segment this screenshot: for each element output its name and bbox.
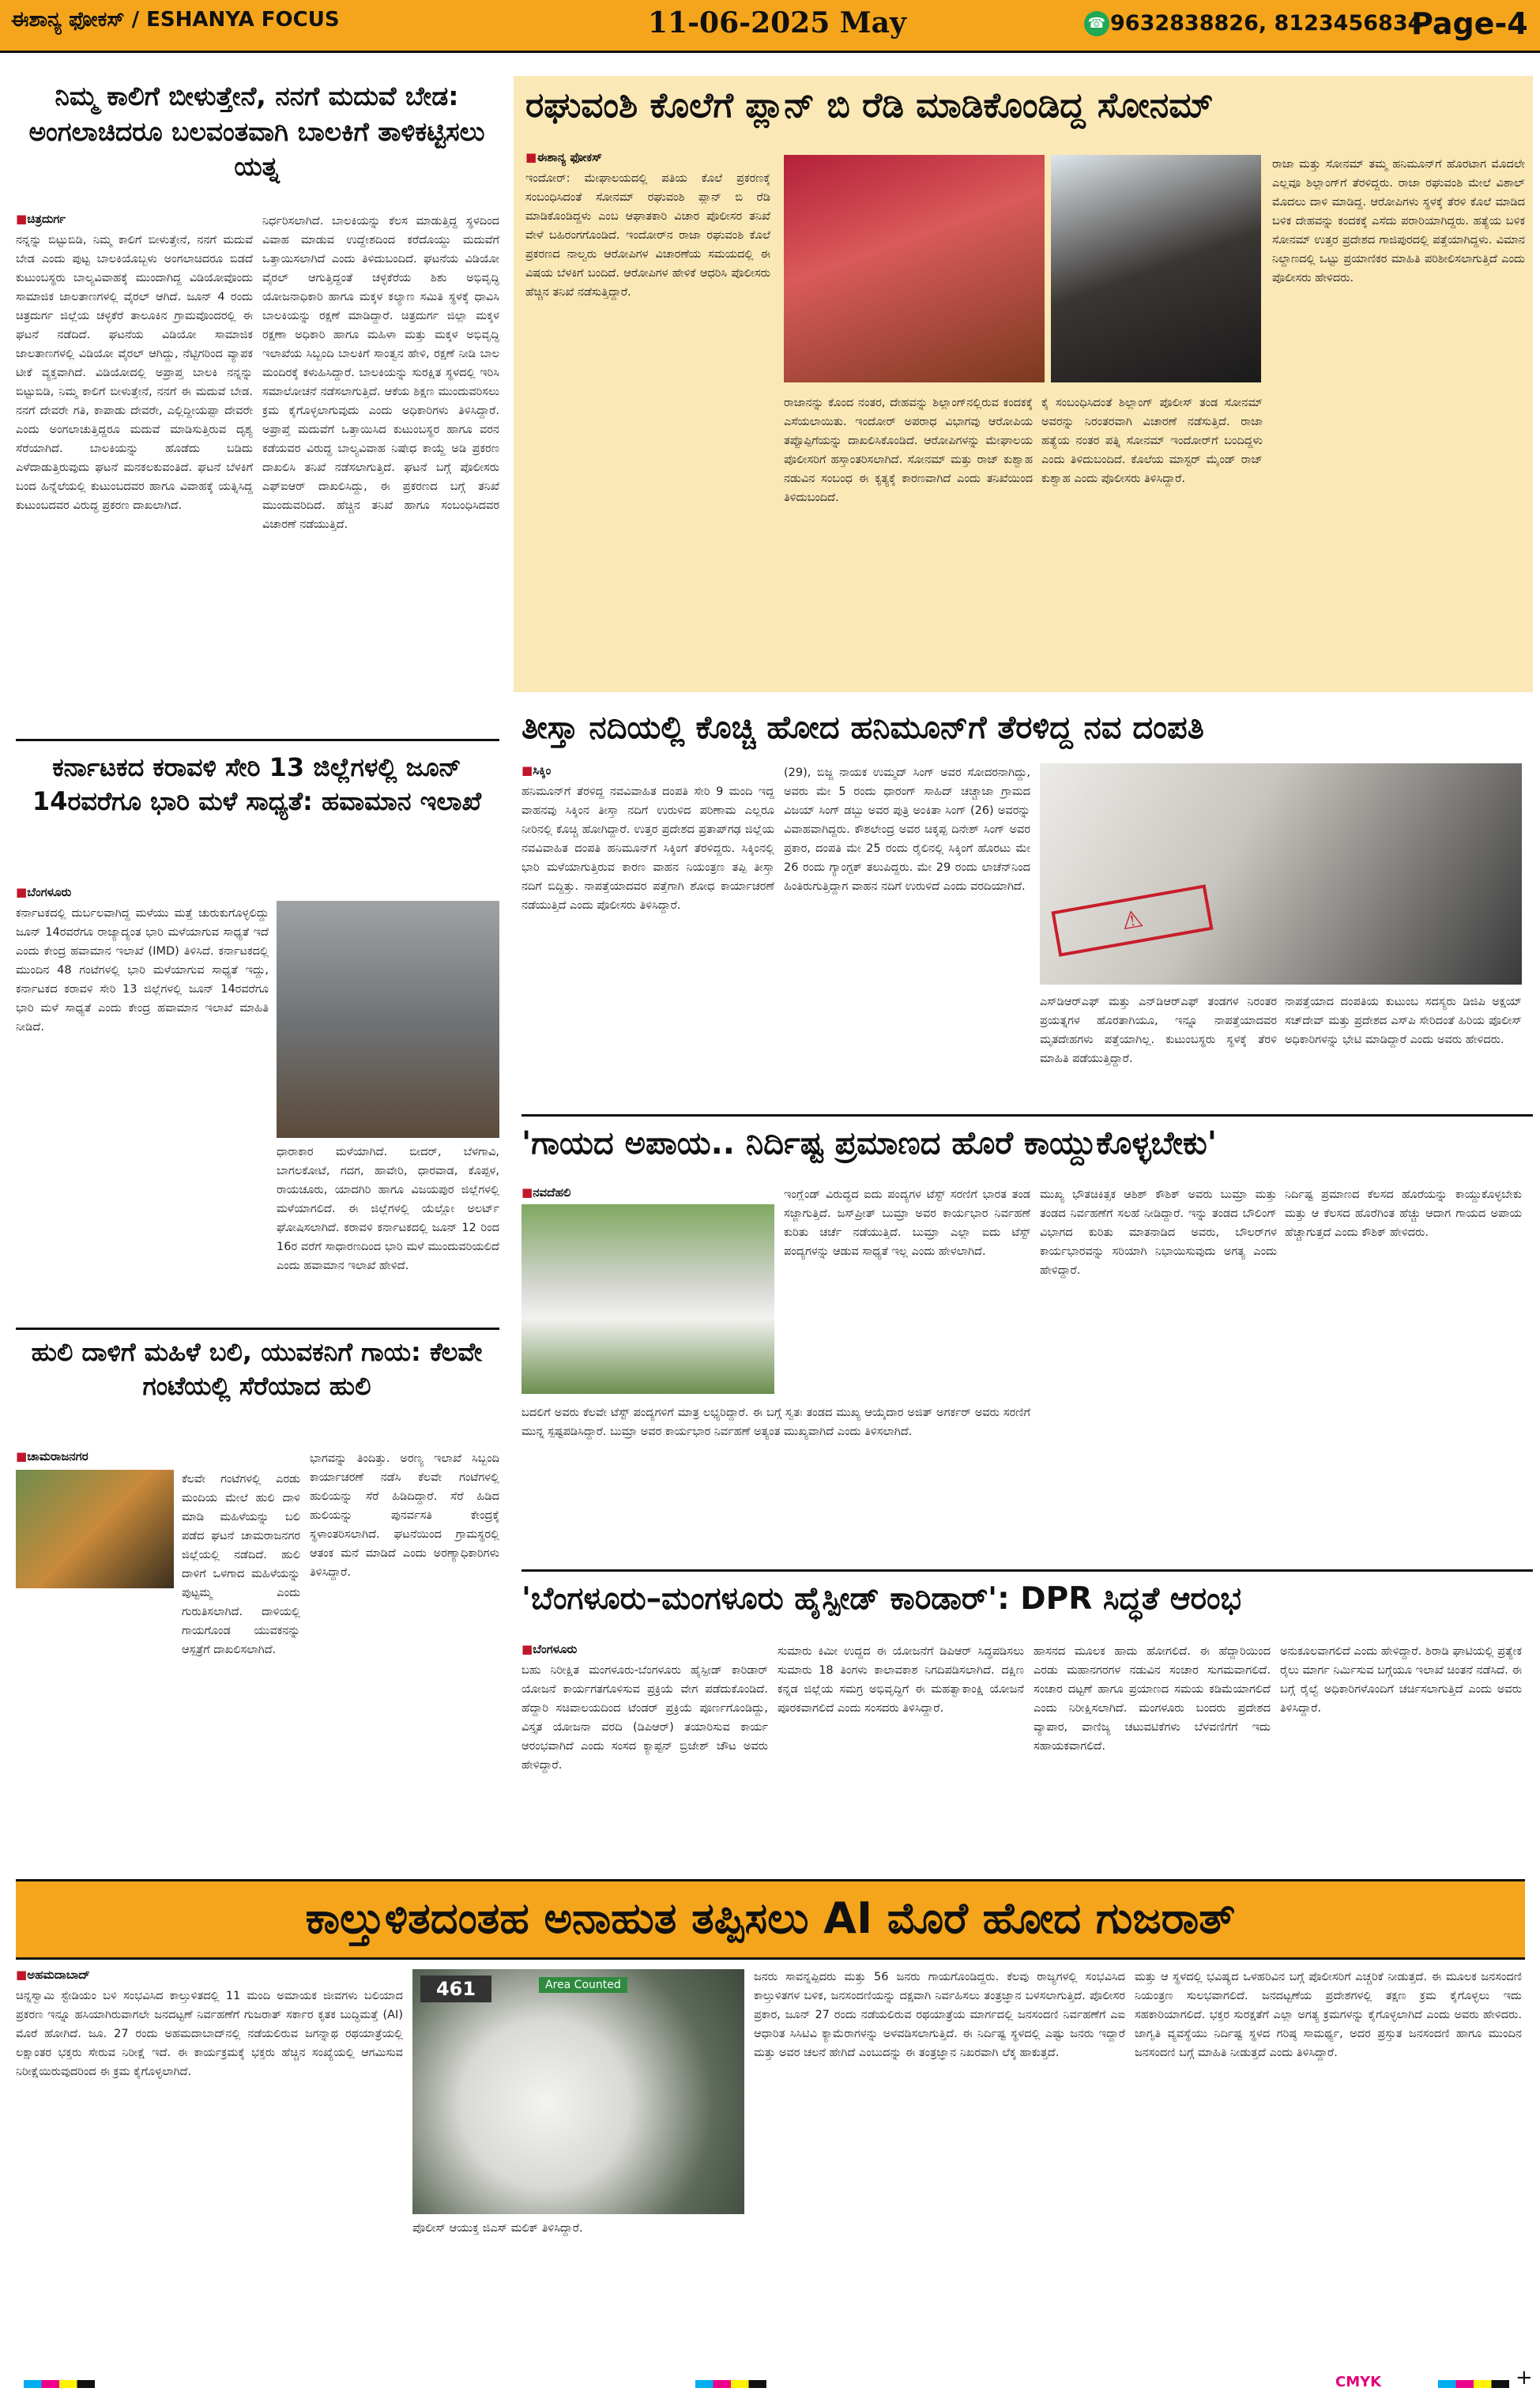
issue-date: 11-06-2025 May: [648, 6, 906, 40]
article-2-col-2: ರಾಜಾನನ್ನು ಕೊಂದ ನಂತರ, ದೇಹವನ್ನು ಶಿಲ್ಲಾಂಗ್‌ನಲ್ಲಿರುವ ಕಂದಕಕ್ಕೆ ಎಸೆಯಲಾಯಿತು. ಇಂದೋರ್ ಅಪರಾಧ ವಿಭಾಗವು ಆರೋಪಿಯ ತಪ್ಪೊಪ್ಪಿಗೆಯನ್ನು ದಾಖಲಿಸಿಕೊಂಡಿದೆ. ಆರೋಪಿಗಳನ್ನು ಮೇಘಾಲಯ ಪೊಲೀಸರಿಗೆ ಹಸ್ತಾಂತರಿಸಲಾಗಿದೆ. ಸೋನಮ್ ಮತ್ತು ರಾಜ್ ಕುಶ್ವಾಹ ನಡುವಿನ ಸಂಬಂಧ ಈ ಕೃತ್ಯಕ್ಕೆ ಕಾರಣವಾಗಿದೆ ಎಂದು ತನಿಖೆಯಿಂದ ತಿಳಿದುಬಂದಿದೆ.: [784, 397, 1033, 504]
article-2-dateline: ■ ಈಶಾನ್ಯ ಫೋಕಸ್: [525, 150, 602, 164]
crowd-counter: 461: [420, 1976, 491, 2002]
page-number: Page-4: [1411, 6, 1528, 41]
article-3-col-1: ಕರ್ನಾಟಕದಲ್ಲಿ ದುರ್ಬಲವಾಗಿದ್ದ ಮಳೆಯು ಮತ್ತೆ ಚುರುಕುಗೊಳ್ಳಲಿದ್ದು ಜೂನ್ 14ರವರೆಗೂ ರಾಜ್ಯಾದ್ಯಂತ ಭಾರಿ ಮಳೆಯಾಗುವ ಸಾಧ್ಯತೆ ಇದೆ ಎಂದು ಕೇಂದ್ರ ಹವಾಮಾನ ಇಲಾಖೆ (IMD) ತಿಳಿಸಿದೆ. ಕರ್ನಾಟಕದಲ್ಲಿ ಮುಂದಿನ 48 ಗಂಟೆಗಳಲ್ಲಿ ಭಾರಿ ಮಳೆಯಾಗುವ ಸಾಧ್ಯತೆ ಇದ್ದು, ಕರ್ನಾಟಕದ ಕರಾವಳಿ ಸೇರಿ 13 ಜಿಲ್ಲೆಗಳಲ್ಲಿ ಜೂನ್ 14ರವರೆಗೂ ಭಾರಿ ಮಳೆ ಸಾಧ್ಯತೆ ಎಂದು ಕೇಂದ್ರ ಹವಾಮಾನ ಇಲಾಖೆ ಮಾಹಿತಿ ನೀಡಿದೆ.: [16, 907, 269, 1034]
article-8-dateline: ■ ಅಹಮದಾಬಾದ್: [16, 1968, 90, 1982]
article-7-col-2: ಸುಮಾರು ಕಿಮೀ ಉದ್ದದ ಈ ಯೋಜನೆಗೆ ಡಿಪಿಆರ್ ಸಿದ್ಧಪಡಿಸಲು ಸುಮಾರು 18 ತಿಂಗಳು ಕಾಲಾವಕಾಶ ನಿಗದಿಪಡಿಸಲಾಗಿದೆ. ದಕ್ಷಿಣ ಕನ್ನಡ ಜಿಲ್ಲೆಯ ಸಮಗ್ರ ಅಭಿವೃದ್ಧಿಗೆ ಈ ಮಹತ್ವಾಕಾಂಕ್ಷಿ ಯೋಜನೆ ಪೂರಕವಾಗಲಿದೆ ಎಂದು ಸಂಸದರು ತಿಳಿಸಿದ್ದಾರೆ.: [778, 1645, 1024, 1715]
article-8-headline: ಕಾಲ್ತುಳಿತದಂತಹ ಅನಾಹುತ ತಪ್ಪಿಸಲು AI ಮೊರೆ ಹೋದ ಗುಜರಾತ್: [305, 1893, 1236, 1943]
registration-mark-icon: +: [1516, 2366, 1533, 2390]
article-7-headline: 'ಬೆಂಗಳೂರು–ಮಂಗಳೂರು ಹೈಸ್ಪೀಡ್ ಕಾರಿಡಾರ್': DPR ಸಿದ್ಧತೆ ಆರಂಭ: [521, 1581, 1241, 1617]
crowd-counting-photo: [412, 1969, 744, 2214]
article-8-col-1: ಚಿನ್ನಸ್ವಾಮಿ ಸ್ಟೇಡಿಯಂ ಬಳಿ ಸಂಭವಿಸಿದ ಕಾಲ್ತುಳಿತದಲ್ಲಿ 11 ಮಂದಿ ಅಮಾಯಕ ಜೀವಗಳು ಬಲಿಯಾದ ಪ್ರಕರಣ ಇನ್ನೂ ಹಸಿಯಾಗಿರುವಾಗಲೇ ಜನದಟ್ಟಣೆ ನಿರ್ವಹಣೆಗೆ ಗುಜರಾತ್ ಸರ್ಕಾರ ಕೃತಕ ಬುದ್ಧಿಮತ್ತೆ (AI) ಮೊರೆ ಹೋಗಿದೆ. ಜೂ. 27 ರಂದು ಅಹಮದಾಬಾದ್‌ನಲ್ಲಿ ನಡೆಯಲಿರುವ ಜಗನ್ನಾಥ ರಥಯಾತ್ರೆಯಲ್ಲಿ ಲಕ್ಷಾಂತರ ಭಕ್ತರು ಸೇರುವ ನಿರೀಕ್ಷೆ ಇದೆ. ಈ ಕಾರ್ಯಕ್ರಮಕ್ಕೆ ಭಕ್ತರು ಹೆಚ್ಚಿನ ಸಂಖ್ಯೆಯಲ್ಲಿ ಆಗಮಿಸುವ ನಿರೀಕ್ಷೆಯಿರುವುದರಿಂದ ಈ ಕ್ರಮ ಕೈಗೊಳ್ಳಲಾಗಿದೆ.: [16, 1990, 403, 2078]
article-8-photo-caption: ಪೊಲೀಸ್ ಆಯುಕ್ತ ಜಿಎಸ್ ಮಲಿಕ್ ತಿಳಿಸಿದ್ದಾರೆ.: [412, 2222, 583, 2235]
phone-number: 9632838826, 8123456834: [1110, 11, 1423, 36]
divider: [16, 1328, 499, 1330]
suspect-photo: [1051, 155, 1261, 382]
article-1-col-1: ನನ್ನನ್ನು ಬಿಟ್ಟುಬಿಡಿ, ನಿಮ್ಮ ಕಾಲಿಗೆ ಬೀಳುತ್ತೇನೆ, ನನಗೆ ಮದುವೆ ಬೇಡ ಎಂದು ಪುಟ್ಟ ಬಾಲಕಿಯೊಬ್ಬಳು ಅಂಗಲಾಚಿದರೂ ಬಿಡದೆ ಕುಟುಂಬಸ್ಥರು ಬಾಲ್ಯವಿವಾಹಕ್ಕೆ ಮುಂದಾಗಿದ್ದ ವಿಡಿಯೋವೊಂದು ಸಾಮಾಜಿಕ ಜಾಲತಾಣಗಳಲ್ಲಿ ವೈರಲ್ ಆಗಿದೆ. ಜೂನ್ 4 ರಂದು ಚಿತ್ರದುರ್ಗ ಜಿಲ್ಲೆಯ ಚಳ್ಳಕೆರೆ ತಾಲೂಕಿನ ಗ್ರಾಮವೊಂದರಲ್ಲಿ ಈ ಘಟನೆ ನಡೆದಿದೆ. ಘಟನೆಯ ವಿಡಿಯೋ ಸಾಮಾಜಿಕ ಜಾಲತಾಣಗಳಲ್ಲಿ ವಿಡಿಯೋ ವೈರಲ್ ಆಗಿದ್ದು, ನೆಟ್ಟಿಗರಿಂದ ವ್ಯಾಪಕ ಟೀಕೆ ವ್ಯಕ್ತವಾಗಿದೆ. ವಿಡಿಯೋದಲ್ಲಿ ಅಪ್ರಾಪ್ತ ಬಾಲಕಿ ನನ್ನನ್ನು ಬಿಟ್ಟುಬಿಡಿ, ನಿಮ್ಮ ಕಾಲಿಗೆ ಬೀಳುತ್ತೇನೆ, ನನಗೆ ಈ ಮದುವೆ ಬೇಡ. ನನಗೆ ದೇವರೇ ಗತಿ, ಕಾಪಾಡು ದೇವರೇ, ಎಲ್ಲಿದ್ದೀಯಪ್ಪಾ ದೇವರೇ ಎಂದು ಅಂಗಲಾಚುತ್ತಿದ್ದರೂ ಮದುವೆ ಮಾಡಿಸುತ್ತಿರುವ ದೃಶ್ಯ ಸೆರೆಯಾಗಿದೆ. ಬಾಲಕಿಯನ್ನು ಹೊಡೆದು ಬಡಿದು ಎಳೆದಾಡುತ್ತಿರುವುದು ಘಟನೆ ಮನಕಲಕುವಂತಿದೆ. ಘಟನೆ ಬೆಳಕಿಗೆ ಬಂದ ಹಿನ್ನೆಲೆಯಲ್ಲಿ ಕುಟುಂಬದವರ ಹಾಗೂ ವಿವಾಹಕ್ಕೆ ಯತ್ನಿಸಿದ್ದ ಕುಟುಂಬದವರ ವಿರುದ್ಧ ಪ್ರಕರಣ ದಾಖಲಾಗಿದೆ.: [16, 234, 253, 512]
article-4-col-1: ಹನಿಮೂನ್‌ಗೆ ತೆರಳಿದ್ದ ನವವಿವಾಹಿತ ದಂಪತಿ ಸೇರಿ 9 ಮಂದಿ ಇದ್ದ ವಾಹನವು ಸಿಕ್ಕಿಂನ ತೀಸ್ತಾ ನದಿಗೆ ಉರುಳಿದ ಪರಿಣಾಮ ಎಲ್ಲರೂ ನೀರಿನಲ್ಲಿ ಕೊಚ್ಚಿ ಹೋಗಿದ್ದಾರೆ. ಉತ್ತರ ಪ್ರದೇಶದ ಪ್ರತಾಪ್‌ಗಢ ಜಿಲ್ಲೆಯ ನವವಿವಾಹಿತ ದಂಪತಿ ಹನಿಮೂನ್‌ಗೆ ಸಿಕ್ಕಿಂಗೆ ತೆರಳಿದ್ದರು. ಸಿಕ್ಕಿಂನಲ್ಲಿ ಭಾರಿ ಮಳೆಯಾಗುತ್ತಿರುವ ಕಾರಣ ವಾಹನ ನಿಯಂತ್ರಣ ತಪ್ಪಿ ತೀಸ್ತಾ ನದಿಗೆ ಬಿದ್ದಿತ್ತು. ನಾಪತ್ತೆಯಾದವರ ಪತ್ತೆಗಾಗಿ ಶೋಧ ಕಾರ್ಯಾಚರಣೆ ನಡೆಯುತ್ತಿದೆ ಎಂದು ಪೊಲೀಸರು ತಿಳಿಸಿದ್ದಾರೆ.: [521, 785, 774, 912]
wedding-photo: [784, 155, 1045, 382]
article-1-col-2: ನಿರ್ಧರಿಸಲಾಗಿದೆ. ಬಾಲಕಿಯನ್ನು ಕೆಲಸ ಮಾಡುತ್ತಿದ್ದ ಸ್ಥಳದಿಂದ ವಿವಾಹ ಮಾಡುವ ಉದ್ದೇಶದಿಂದ ಕರೆದೊಯ್ದು ಮದುವೆಗೆ ಒತ್ತಾಯಿಸಲಾಗಿದೆ ಎಂದು ತಿಳಿದುಬಂದಿದೆ. ಘಟನೆಯ ವಿಡಿಯೋ ವೈರಲ್ ಆಗುತ್ತಿದ್ದಂತೆ ಚಳ್ಳಕೆರೆಯ ಶಿಶು ಅಭಿವೃದ್ಧಿ ಯೋಜನಾಧಿಕಾರಿ ಹಾಗೂ ಮಕ್ಕಳ ಕಲ್ಯಾಣ ಸಮಿತಿ ಸ್ಥಳಕ್ಕೆ ಧಾವಿಸಿ ಬಾಲಕಿಯನ್ನು ರಕ್ಷಣೆ ಮಾಡಿದ್ದಾರೆ. ಚಿತ್ರದುರ್ಗ ಜಿಲ್ಲಾ ಮಕ್ಕಳ ರಕ್ಷಣಾ ಅಧಿಕಾರಿ ಹಾಗೂ ಮಹಿಳಾ ಮತ್ತು ಮಕ್ಕಳ ಅಭಿವೃದ್ಧಿ ಇಲಾಖೆಯ ಸಿಬ್ಬಂದಿ ಬಾಲಕಿಗೆ ಸಾಂತ್ವನ ಹೇಳಿ, ರಕ್ಷಣೆ ನೀಡಿ ಬಾಲ ಮಂದಿರಕ್ಕೆ ಕಳುಹಿಸಿದ್ದಾರೆ. ಬಾಲಕಿಯನ್ನು ಸುರಕ್ಷಿತ ಸ್ಥಳದಲ್ಲಿ ಇರಿಸಿ ಸಮಾಲೋಚನೆ ನಡೆಸಲಾಗುತ್ತಿದೆ. ಆಕೆಯ ಶಿಕ್ಷಣ ಮುಂದುವರಿಸಲು ಕ್ರಮ ಕೈಗೊಳ್ಳಲಾಗುವುದು ಎಂದು ಅಧಿಕಾರಿಗಳು ತಿಳಿಸಿದ್ದಾರೆ. ಅಪ್ರಾಪ್ತೆ ಮದುವೆಗೆ ಒತ್ತಾಯಿಸಿದ ಕುಟುಂಬಸ್ಥರ ಹಾಗೂ ವರನ ಕಡೆಯವರ ವಿರುದ್ಧ ಬಾಲ್ಯವಿವಾಹ ನಿಷೇಧ ಕಾಯ್ದೆ ಅಡಿ ಪ್ರಕರಣ ದಾಖಲಿಸಿ ತನಿಖೆ ನಡೆಸಲಾಗುತ್ತಿದೆ. ಘಟನೆ ಬಗ್ಗೆ ಪೊಲೀಸರು ಎಫ್‌ಐಆರ್ ದಾಖಲಿಸಿದ್ದು, ಈ ಪ್ರಕರಣದ ಬಗ್ಗೆ ತನಿಖೆ ಮುಂದುವರಿದಿದೆ. ಹೆಚ್ಚಿನ ತನಿಖೆ ಹಾಗೂ ಸಂಬಂಧಿಸಿದವರ ವಿಚಾರಣೆ ನಡೆಯುತ್ತಿದೆ.: [262, 215, 499, 531]
color-bar-right: [1438, 2380, 1509, 2388]
missing-couple-photo: [1040, 763, 1522, 985]
rain-photo: [277, 901, 499, 1138]
article-2-col-1: ಇಂದೋರ್: ಮೇಘಾಲಯದಲ್ಲಿ ಪತಿಯ ಕೊಲೆ ಪ್ರಕರಣಕ್ಕೆ ಸಂಬಂಧಿಸಿದಂತೆ ಸೋನಮ್ ರಘುವಂಶಿ ಪ್ಲಾನ್ ಬಿ ರೆಡಿ ಮಾಡಿಕೊಂಡಿದ್ದಳು ಎಂಬ ಆಘಾತಕಾರಿ ವಿಚಾರ ಪೊಲೀಸರ ತನಿಖೆ ವೇಳೆ ಬಹಿರಂಗಗೊಂಡಿದೆ. ಇಂದೋರ್‌ನ ರಾಜಾ ರಘುವಂಶಿ ಕೊಲೆ ಪ್ರಕರಣದ ನಾಲ್ವರು ಆರೋಪಿಗಳ ವಿಚಾರಣೆಯ ಸಮಯದಲ್ಲಿ ಈ ವಿಷಯ ಬೆಳಕಿಗೆ ಬಂದಿದೆ. ಆರೋಪಿಗಳ ಹೇಳಿಕೆ ಆಧರಿಸಿ ಪೊಲೀಸರು ಹೆಚ್ಚಿನ ತನಿಖೆ ನಡೆಸುತ್ತಿದ್ದಾರೆ.: [525, 172, 770, 299]
article-5-col-2: ಬದಲಿಗೆ ಅವರು ಕೆಲವೇ ಟೆಸ್ಟ್ ಪಂದ್ಯಗಳಿಗೆ ಮಾತ್ರ ಲಭ್ಯರಿದ್ದಾರೆ. ಈ ಬಗ್ಗೆ ಸ್ವತಃ ತಂಡದ ಮುಖ್ಯ ಆಯ್ಕೆದಾರ ಅಜಿತ್ ಅಗರ್ಕರ್ ಅವರು ಸರಣಿಗೆ ಮುನ್ನ ಸ್ಪಷ್ಟಪಡಿಸಿದ್ದಾರೆ. ಬುಮ್ರಾ ಅವರ ಕಾರ್ಯಭಾರ ನಿರ್ವಹಣೆ ಅತ್ಯಂತ ಮುಖ್ಯವಾಗಿದೆ ಎಂದು ತಿಳಿಸಲಾಗಿದೆ.: [521, 1407, 1030, 1438]
article-3-col-2: ಧಾರಾಕಾರ ಮಳೆಯಾಗಿದೆ. ಬೀದರ್, ಬೆಳಗಾವಿ, ಬಾಗಲಕೋಟೆ, ಗದಗ, ಹಾವೇರಿ, ಧಾರವಾಡ, ಕೊಪ್ಪಳ, ರಾಯಚೂರು, ಯಾದಗಿರಿ ಹಾಗೂ ವಿಜಯಪುರ ಜಿಲ್ಲೆಗಳಲ್ಲಿ ಮಳೆಯಾಗಲಿದೆ. ಈ ಜಿಲ್ಲೆಗಳಲ್ಲಿ ಯೆಲ್ಲೋ ಅಲರ್ಟ್ ಘೋಷಿಸಲಾಗಿದೆ. ಕರಾವಳಿ ಕರ್ನಾಟಕದಲ್ಲಿ ಜೂನ್ 12 ರಿಂದ 16ರ ವರೆಗೆ ಸಾಧಾರಣದಿಂದ ಭಾರಿ ಮಳೆ ಮುಂದುವರಿಯಲಿದೆ ಎಂದು ಹವಾಮಾನ ಇಲಾಖೆ ಹೇಳಿದೆ.: [277, 1146, 499, 1272]
divider: [16, 739, 499, 741]
article-7-col-1: ಬಹು ನಿರೀಕ್ಷಿತ ಮಂಗಳೂರು-ಬೆಂಗಳೂರು ಹೈಸ್ಪೀಡ್ ಕಾರಿಡಾರ್ ಯೋಜನೆ ಕಾರ್ಯಗತಗೊಳಿಸುವ ಪ್ರಕ್ರಿಯೆ ವೇಗ ಪಡೆದುಕೊಂಡಿದೆ. ಹೆದ್ದಾರಿ ಸಚಿವಾಲಯದಿಂದ ಟೆಂಡರ್ ಪ್ರಕ್ರಿಯೆ ಪೂರ್ಣಗೊಂಡಿದ್ದು, ವಿಸ್ತೃತ ಯೋಜನಾ ವರದಿ (ಡಿಪಿಆರ್) ತಯಾರಿಸುವ ಕಾರ್ಯ ಆರಂಭವಾಗಿದೆ ಎಂದು ಸಂಸದ ಕ್ಯಾಪ್ಟನ್ ಬ್ರಿಜೇಶ್ ಚೌಟ ಅವರು ಹೇಳಿದ್ದಾರೆ.: [521, 1664, 768, 1772]
missing-stamp: ⚠: [1051, 884, 1213, 957]
cmyk-label: CMYK: [1335, 2374, 1382, 2390]
article-5-dateline: ■ ನವದೆಹಲಿ: [521, 1185, 570, 1200]
whatsapp-icon: ☎: [1084, 11, 1109, 36]
article-5-col-4: ನಿರ್ದಿಷ್ಟ ಪ್ರಮಾಣದ ಕೆಲಸದ ಹೊರೆಯನ್ನು ಕಾಯ್ದುಕೊಳ್ಳಬೇಕು ಮತ್ತು ಆ ಕೆಲಸದ ಹೊರೆಗಿಂತ ಹೆಚ್ಚು ಆದಾಗ ಗಾಯದ ಅಪಾಯ ಹೆಚ್ಚಾಗುತ್ತದೆ ಎಂದು ಕೌಶಿಕ್ ಹೇಳಿದರು.: [1285, 1188, 1522, 1239]
area-counted-label: Area Counted: [539, 1977, 627, 1993]
color-bar-mid: [695, 2380, 766, 2388]
divider: [521, 1114, 1533, 1117]
divider: [521, 1569, 1533, 1572]
article-5-col-3: ಮುಖ್ಯ ಭೌತಚಿಕಿತ್ಸಕ ಆಶಿಶ್ ಕೌಶಿಕ್ ಅವರು ಬುಮ್ರಾ ಮತ್ತು ತಂಡದ ನಿರ್ವಹಣೆಗೆ ಸಲಹೆ ನೀಡಿದ್ದಾರೆ. ಇನ್ನು ತಂಡದ ಬೌಲಿಂಗ್ ವಿಭಾಗದ ಕುರಿತು ಮಾತನಾಡಿದ ಅವರು, ಬೌಲರ್‌ಗಳ ಕಾರ್ಯಭಾರವನ್ನು ಸರಿಯಾಗಿ ನಿಭಾಯಿಸುವುದು ಅಗತ್ಯ ಎಂದು ಹೇಳಿದ್ದಾರೆ.: [1040, 1188, 1277, 1277]
article-2-col-4: ರಾಜಾ ಮತ್ತು ಸೋನಮ್ ತಮ್ಮ ಹನಿಮೂನ್‌ಗೆ ಹೊರಟಾಗ ಮೊದಲೇ ಎಲ್ಲವೂ ಶಿಲ್ಲಾಂಗ್‌ಗೆ ತೆರಳಿದ್ದರು. ರಾಜಾ ರಘುವಂಶಿ ಮೇಲೆ ವಿಶಾಲ್ ಮೊದಲು ದಾಳಿ ಮಾಡಿದ್ದ. ಆರೋಪಿಗಳು ಸ್ಥಳಕ್ಕೆ ತೆರಳಿ ಕೊಲೆ ಮಾಡಿದ ಬಳಿಕ ದೇಹವನ್ನು ಕಂದಕಕ್ಕೆ ಎಸೆದು ಪರಾರಿಯಾಗಿದ್ದರು. ಹತ್ಯೆಯ ಬಳಿಕ ಸೋನಮ್ ಉತ್ತರ ಪ್ರದೇಶದ ಗಾಜಿಪುರದಲ್ಲಿ ಪತ್ತೆಯಾಗಿದ್ದಳು. ವಿಮಾನ ನಿಲ್ದಾಣದಲ್ಲಿ ಒಟ್ಟು ಪ್ರಯಾಣಿಕರ ಮಾಹಿತಿ ಪರಿಶೀಲಿಸಲಾಗುತ್ತಿದೆ ಎಂದು ಪೊಲೀಸರು ಹೇಳಿದರು.: [1272, 158, 1525, 284]
tiger-photo: [16, 1470, 174, 1588]
article-8-col-3: ಮತ್ತು ಆ ಸ್ಥಳದಲ್ಲಿ ಭವಿಷ್ಯದ ಒಳಹರಿವಿನ ಬಗ್ಗೆ ಪೊಲೀಸರಿಗೆ ಎಚ್ಚರಿಕೆ ನೀಡುತ್ತದೆ. ಈ ಮೂಲಕ ಜನಸಂದಣಿ ನಿಯಂತ್ರಣ ಸುಲಭವಾಗಲಿದೆ. ಜನದಟ್ಟಣೆಯ ಪ್ರದೇಶಗಳಲ್ಲಿ ತಕ್ಷಣ ಕ್ರಮ ಕೈಗೊಳ್ಳಲು ಇದು ಸಹಕಾರಿಯಾಗಲಿದೆ. ಭಕ್ತರ ಸುರಕ್ಷತೆಗೆ ಎಲ್ಲಾ ಅಗತ್ಯ ಕ್ರಮಗಳನ್ನು ಕೈಗೊಳ್ಳಲಾಗಿದೆ ಎಂದು ಅವರು ಹೇಳಿದರು. ಜಾಗೃತಿ ವ್ಯವಸ್ಥೆಯು ನಿರ್ದಿಷ್ಟ ಸ್ಥಳದ ಗರಿಷ್ಠ ಸಾಮರ್ಥ್ಯ, ಅದರ ಪ್ರಸ್ತುತ ಜನಸಂದಣಿ ಹಾಗೂ ಮುಂದಿನ ಜನಸಂದಣಿ ಬಗ್ಗೆ ಮಾಹಿತಿ ನೀಡುತ್ತದೆ ಎಂದು ತಿಳಿಸಿದ್ದಾರೆ.: [1135, 1971, 1522, 2059]
article-8-col-2: ಜನರು ಸಾವನ್ನಪ್ಪಿದರು ಮತ್ತು 56 ಜನರು ಗಾಯಗೊಂಡಿದ್ದರು. ಕೆಲವು ರಾಜ್ಯಗಳಲ್ಲಿ ಸಂಭವಿಸಿದ ಕಾಲ್ತುಳಿತಗಳ ಬಳಿಕ, ಜನಸಂದಣಿಯನ್ನು ದಕ್ಷವಾಗಿ ನಿರ್ವಹಿಸಲು ತಂತ್ರಜ್ಞಾನ ಬಳಸಲಾಗುತ್ತಿದೆ. ಪೊಲೀಸರ ಪ್ರಕಾರ, ಜೂನ್ 27 ರಂದು ನಡೆಯಲಿರುವ ರಥಯಾತ್ರೆಯ ಮಾರ್ಗದಲ್ಲಿ ಜನಸಂದಣಿ ನಿರ್ವಹಣೆಗೆ ಎಐ ಆಧಾರಿತ ಸಿಸಿಟಿವಿ ಕ್ಯಾಮೆರಾಗಳನ್ನು ಅಳವಡಿಸಲಾಗುತ್ತಿದೆ. ಈ ನಿರ್ದಿಷ್ಟ ಸ್ಥಳದಲ್ಲಿ ಎಷ್ಟು ಜನರು ಇದ್ದಾರೆ ಮತ್ತು ಅವರ ಚಲನೆ ಹೇಗಿದೆ ಎಂಬುದನ್ನು ಈ ತಂತ್ರಜ್ಞಾನ ನಿಖರವಾಗಿ ಲೆಕ್ಕ ಹಾಕುತ್ತದೆ.: [754, 1971, 1125, 2059]
article-2-col-3: ಕೈ ಸಂಬಂಧಿಸಿದಂತೆ ಶಿಲ್ಲಾಂಗ್ ಪೊಲೀಸ್ ತಂಡ ಸೋನಮ್ ಅವರನ್ನು ನಿರಂತರವಾಗಿ ವಿಚಾರಣೆ ನಡೆಸುತ್ತಿದೆ. ರಾಜಾ ಹತ್ಯೆಯ ನಂತರ ಪತ್ನಿ ಸೋನಮ್ ಇಂದೋರ್‌ಗೆ ಬಂದಿದ್ದಳು ಎಂದು ತಿಳಿದುಬಂದಿದೆ. ಕೊಲೆಯ ಮಾಸ್ಟರ್ ಮೈಂಡ್ ರಾಜ್ ಕುಶ್ವಾಹ ಎಂದು ಪೊಲೀಸರು ತಿಳಿಸಿದ್ದಾರೆ.: [1041, 397, 1263, 485]
article-7-dateline: ■ ಬೆಂಗಳೂರು: [521, 1642, 577, 1656]
article-7-col-4: ಅನುಕೂಲವಾಗಲಿದೆ ಎಂದು ಹೇಳಿದ್ದಾರೆ. ಶಿರಾಡಿ ಘಾಟಿಯಲ್ಲಿ ಪ್ರತ್ಯೇಕ ರೈಲು ಮಾರ್ಗ ನಿರ್ಮಿಸುವ ಬಗ್ಗೆಯೂ ಇಲಾಖೆ ಚಿಂತನೆ ನಡೆಸಿದೆ. ಈ ಬಗ್ಗೆ ರೈಲ್ವೆ ಅಧಿಕಾರಿಗಳೊಂದಿಗೆ ಚರ್ಚಿಸಲಾಗುತ್ತಿದೆ ಎಂದು ಅವರು ತಿಳಿಸಿದ್ದಾರೆ.: [1280, 1645, 1522, 1715]
article-6-col-2: ಭಾಗವನ್ನು ತಿಂದಿತ್ತು. ಅರಣ್ಯ ಇಲಾಖೆ ಸಿಬ್ಬಂದಿ ಕಾರ್ಯಾಚರಣೆ ನಡೆಸಿ ಕೆಲವೇ ಗಂಟೆಗಳಲ್ಲಿ ಹುಲಿಯನ್ನು ಸೆರೆ ಹಿಡಿದಿದ್ದಾರೆ. ಸೆರೆ ಹಿಡಿದ ಹುಲಿಯನ್ನು ಪುನರ್ವಸತಿ ಕೇಂದ್ರಕ್ಕೆ ಸ್ಥಳಾಂತರಿಸಲಾಗಿದೆ. ಘಟನೆಯಿಂದ ಗ್ರಾಮಸ್ಥರಲ್ಲಿ ಆತಂಕ ಮನೆ ಮಾಡಿದೆ ಎಂದು ಅರಣ್ಯಾಧಿಕಾರಿಗಳು ತಿಳಿಸಿದ್ದಾರೆ.: [310, 1452, 499, 1579]
cricketer-photo: [521, 1204, 774, 1394]
article-1-headline: ನಿಮ್ಮ ಕಾಲಿಗೆ ಬೀಳುತ್ತೇನೆ, ನನಗೆ ಮದುವೆ ಬೇಡ: ಅಂಗಲಾಚಿದರೂ ಬಲವಂತವಾಗಿ ಬಾಲಕಿಗೆ ತಾಳಿಕಟ್ಟಿಸಲು ಯತ್ನ: [28, 81, 485, 183]
article-3-dateline: ■ ಬೆಂಗಳೂರು: [16, 885, 71, 899]
color-bar-left: [24, 2380, 95, 2388]
article-2-headline: ರಘುವಂಶಿ ಕೊಲೆಗೆ ಪ್ಲಾನ್ ಬಿ ರೆಡಿ ಮಾಡಿಕೊಂಡಿದ್ದ ಸೋನಮ್: [525, 85, 1214, 126]
article-6-headline: ಹುಲಿ ದಾಳಿಗೆ ಮಹಿಳೆ ಬಲಿ, ಯುವಕನಿಗೆ ಗಾಯ: ಕೆಲವೇ ಗಂಟೆಯಲ್ಲಿ ಸೆರೆಯಾದ ಹುಲಿ: [31, 1337, 483, 1402]
article-1-dateline: ■ ಚಿತ್ರದುರ್ಗ: [16, 212, 66, 226]
article-6-col-1: ಕೆಲವೇ ಗಂಟೆಗಳಲ್ಲಿ ಎರಡು ಮಂದಿಯ ಮೇಲೆ ಹುಲಿ ದಾಳಿ ಮಾಡಿ ಮಹಿಳೆಯನ್ನು ಬಲಿ ಪಡೆದ ಘಟನೆ ಚಾಮರಾಜನಗರ ಜಿಲ್ಲೆಯಲ್ಲಿ ನಡೆದಿದೆ. ಹುಲಿ ದಾಳಿಗೆ ಒಳಗಾದ ಮಹಿಳೆಯನ್ನು ಪುಟ್ಟಮ್ಮ ಎಂದು ಗುರುತಿಸಲಾಗಿದೆ. ದಾಳಿಯಲ್ಲಿ ಗಾಯಗೊಂಡ ಯುವಕನನ್ನು ಆಸ್ಪತ್ರೆಗೆ ದಾಖಲಿಸಲಾಗಿದೆ.: [182, 1473, 300, 1656]
article-3-headline: ಕರ್ನಾಟಕದ ಕರಾವಳಿ ಸೇರಿ 13 ಜಿಲ್ಲೆಗಳಲ್ಲಿ ಜೂನ್ 14ರವರೆಗೂ ಭಾರಿ ಮಳೆ ಸಾಧ್ಯತೆ: ಹವಾಮಾನ ಇಲಾಖೆ: [32, 752, 482, 817]
brand-name: ಈಶಾನ್ಯ ಫೋಕಸ್ / ESHANYA FOCUS: [11, 8, 340, 32]
article-4-col-3: ಎಸ್‌ಡಿಆರ್‌ಎಫ್ ಮತ್ತು ಎನ್‌ಡಿಆರ್‌ಎಫ್ ತಂಡಗಳ ನಿರಂತರ ಪ್ರಯತ್ನಗಳ ಹೊರತಾಗಿಯೂ, ಇನ್ನೂ ನಾಪತ್ತೆಯಾದವರ ಮೃತದೇಹಗಳು ಪತ್ತೆಯಾಗಿಲ್ಲ. ಕುಟುಂಬಸ್ಥರು ಸ್ಥಳಕ್ಕೆ ತೆರಳಿ ಮಾಹಿತಿ ಪಡೆಯುತ್ತಿದ್ದಾರೆ.: [1040, 996, 1277, 1065]
article-5-col-1: ಇಂಗ್ಲೆಂಡ್ ವಿರುದ್ಧದ ಐದು ಪಂದ್ಯಗಳ ಟೆಸ್ಟ್ ಸರಣಿಗೆ ಭಾರತ ತಂಡ ಸಜ್ಜಾಗುತ್ತಿದೆ. ಜಸ್‌ಪ್ರೀತ್ ಬುಮ್ರಾ ಅವರ ಕಾರ್ಯಭಾರ ನಿರ್ವಹಣೆ ಕುರಿತು ಚರ್ಚೆ ನಡೆಯುತ್ತಿದೆ. ಬುಮ್ರಾ ಎಲ್ಲಾ ಐದು ಟೆಸ್ಟ್ ಪಂದ್ಯಗಳನ್ನು ಆಡುವ ಸಾಧ್ಯತೆ ಇಲ್ಲ ಎಂದು ಹೇಳಲಾಗಿದೆ.: [784, 1188, 1030, 1258]
article-4-col-2: (29), ಬಿಜ್ಜ ನಾಯಕ ಉಮ್ಮದ್ ಸಿಂಗ್ ಅವರ ಸೋದರನಾಗಿದ್ದು, ಅವರು ಮೇ 5 ರಂದು ಧಾರಂಗ್ ಸಾಹಿದ್ ಚಚ್ಚಾಜಾ ಗ್ರಾಮದ ವಿಜಯ್ ಸಿಂಗ್ ಡಬ್ಬು ಅವರ ಪುತ್ರಿ ಅಂಕಿತಾ ಸಿಂಗ್ (26) ಅವರನ್ನು ವಿವಾಹವಾಗಿದ್ದರು. ಕೌಶಲೇಂದ್ರ ಅವರ ಚಿಕ್ಕಪ್ಪ ದಿನೇಶ್ ಸಿಂಗ್ ಅವರ ಪ್ರಕಾರ, ದಂಪತಿ ಮೇ 25 ರಂದು ರೈಲಿನಲ್ಲಿ ಸಿಕ್ಕಿಂಗೆ ಹೊರಟು ಮೇ 26 ರಂದು ಗ್ಯಾಂಗ್ಟಕ್ ತಲುಪಿದ್ದರು. ಮೇ 29 ರಂದು ಲಾಚೆನ್‌ನಿಂದ ಹಿಂತಿರುಗುತ್ತಿದ್ದಾಗ ವಾಹನ ನದಿಗೆ ಉರುಳಿದೆ ಎಂದು ವರದಿಯಾಗಿದೆ.: [784, 766, 1030, 893]
article-5-headline: 'ಗಾಯದ ಅಪಾಯ.. ನಿರ್ದಿಷ್ಟ ಪ್ರಮಾಣದ ಹೊರೆ ಕಾಯ್ದುಕೊಳ್ಳಬೇಕು': [521, 1125, 1217, 1162]
article-4-dateline: ■ ಸಿಕ್ಕಿಂ: [521, 763, 551, 778]
article-6-dateline: ■ ಚಾಮರಾಜನಗರ: [16, 1449, 88, 1463]
article-7-col-3: ಹಾಸನದ ಮೂಲಕ ಹಾದು ಹೋಗಲಿದೆ. ಈ ಹೆದ್ದಾರಿಯಿಂದ ಎರಡು ಮಹಾನಗರಗಳ ನಡುವಿನ ಸಂಚಾರ ಸುಗಮವಾಗಲಿದೆ. ಸಂಚಾರ ದಟ್ಟಣೆ ಹಾಗೂ ಪ್ರಯಾಣದ ಸಮಯ ಕಡಿಮೆಯಾಗಲಿದೆ ಎಂದು ನಿರೀಕ್ಷಿಸಲಾಗಿದೆ. ಮಂಗಳೂರು ಬಂದರು ಪ್ರದೇಶದ ವ್ಯಾಪಾರ, ವಾಣಿಜ್ಯ ಚಟುವಟಿಕೆಗಳು ಬೆಳವಣಿಗೆಗೆ ಇದು ಸಹಾಯಕವಾಗಲಿದೆ.: [1034, 1645, 1271, 1753]
article-4-col-4: ನಾಪತ್ತೆಯಾದ ದಂಪತಿಯ ಕುಟುಂಬ ಸದಸ್ಯರು ಡಿಜಿಪಿ ಅಕ್ಷಯ್ ಸಚ್‌ದೇವ್ ಮತ್ತು ಪ್ರದೇಶದ ಎಸ್‌ಪಿ ಸೇರಿದಂತೆ ಹಿರಿಯ ಪೊಲೀಸ್ ಅಧಿಕಾರಿಗಳನ್ನು ಭೇಟಿ ಮಾಡಿದ್ದಾರೆ ಎಂದು ಅವರು ಹೇಳಿದರು.: [1285, 996, 1522, 1046]
article-4-headline: ತೀಸ್ತಾ ನದಿಯಲ್ಲಿ ಕೊಚ್ಚಿ ಹೋದ ಹನಿಮೂನ್‌ಗೆ ತೆರಳಿದ್ದ ನವ ದಂಪತಿ: [521, 710, 1204, 746]
